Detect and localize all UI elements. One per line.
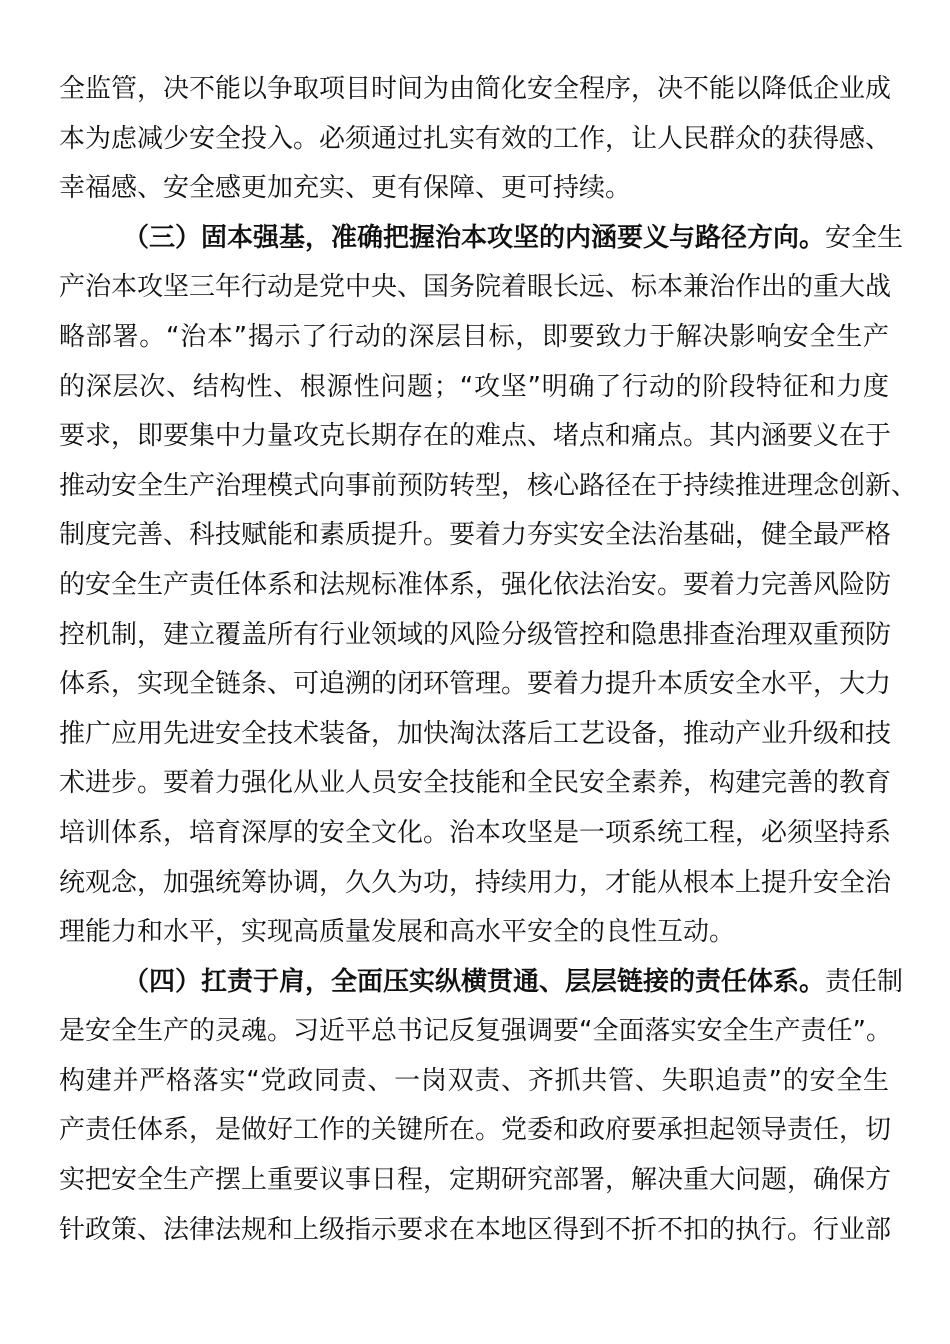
text-line: 针政策、法律法规和上级指示要求在本地区得到不折不扣的执行。行业部 xyxy=(59,1214,892,1245)
section-heading-line xyxy=(59,958,904,1008)
text-line: 理能力和水平，实现高质量发展和高水平安全的良性互动。 xyxy=(59,917,736,948)
text-line: 幸福感、安全感更加充实、更有保障、更可持续。 xyxy=(59,173,632,204)
text-line: 是安全生产的灵魂。习近平总书记反复强调要“全面落实安全生产责任”。 xyxy=(59,1016,892,1047)
text-line: 全监管，决不能以争取项目时间为由简化安全程序，决不能以降低企业成 xyxy=(59,74,892,104)
text-line: 的安全生产责任体系和法规标准体系，强化依法治安。要着力完善风险防 xyxy=(59,569,892,600)
section-heading: （三）固本强基，准确把握治本攻坚的内涵要义与路径方向。 xyxy=(123,222,826,253)
text-line: 产治本攻坚三年行动是党中央、国务院着眼长远、标本兼治作出的重大战 xyxy=(59,272,892,303)
text-line: 要求，即要集中力量攻克长期存在的难点、堵点和痛点。其内涵要义在于 xyxy=(59,421,892,452)
text-line: 实把安全生产摆上重要议事日程，定期研究部署，解决重大问题，确保方 xyxy=(59,1165,892,1196)
text-line: 控机制，建立覆盖所有行业领域的风险分级管控和隐患排查治理双重预防 xyxy=(59,619,892,650)
text-span: 安全生 xyxy=(825,222,904,253)
text-span: 责任制 xyxy=(825,966,904,997)
text-line: 体系，实现全链条、可追溯的闭环管理。要着力提升本质安全水平，大力 xyxy=(59,669,892,700)
text-line: 的深层次、结构性、根源性问题；“攻坚”明确了行动的阶段特征和力度 xyxy=(59,371,889,402)
section-heading: （四）扛责于肩，全面压实纵横贯通、层层链接的责任体系。 xyxy=(123,966,826,997)
text-line: 略部署。“治本”揭示了行动的深层目标，即要致力于解决影响安全生产 xyxy=(59,321,889,352)
text-line: 构建并严格落实“党政同责、一岗双责、齐抓共管、失职追责”的安全生 xyxy=(59,1065,889,1096)
text-line: 统观念，加强统筹协调，久久为功，持续用力，才能从根本上提升安全治 xyxy=(59,867,892,898)
section-heading-line xyxy=(59,214,904,264)
document-body xyxy=(59,65,918,1255)
text-line: 培训体系，培育深厚的安全文化。治本攻坚是一项系统工程，必须坚持系 xyxy=(59,817,892,848)
text-line: 推广应用先进安全技术装备，加快淘汰落后工艺设备，推动产业升级和技 xyxy=(59,718,892,749)
text-line: 推动安全生产治理模式向事前预防转型，核心路径在于持续推进理念创新、 xyxy=(59,470,918,501)
text-line: 术进步。要着力强化从业人员安全技能和全民安全素养，构建完善的教育 xyxy=(59,768,892,799)
text-line: 产责任体系，是做好工作的关键所在。党委和政府要承担起领导责任，切 xyxy=(59,1115,892,1146)
text-line: 制度完善、科技赋能和素质提升。要着力夯实安全法治基础，健全最严格 xyxy=(59,520,892,551)
text-line: 本为虑减少安全投入。必须通过扎实有效的工作，让人民群众的获得感、 xyxy=(59,123,892,154)
